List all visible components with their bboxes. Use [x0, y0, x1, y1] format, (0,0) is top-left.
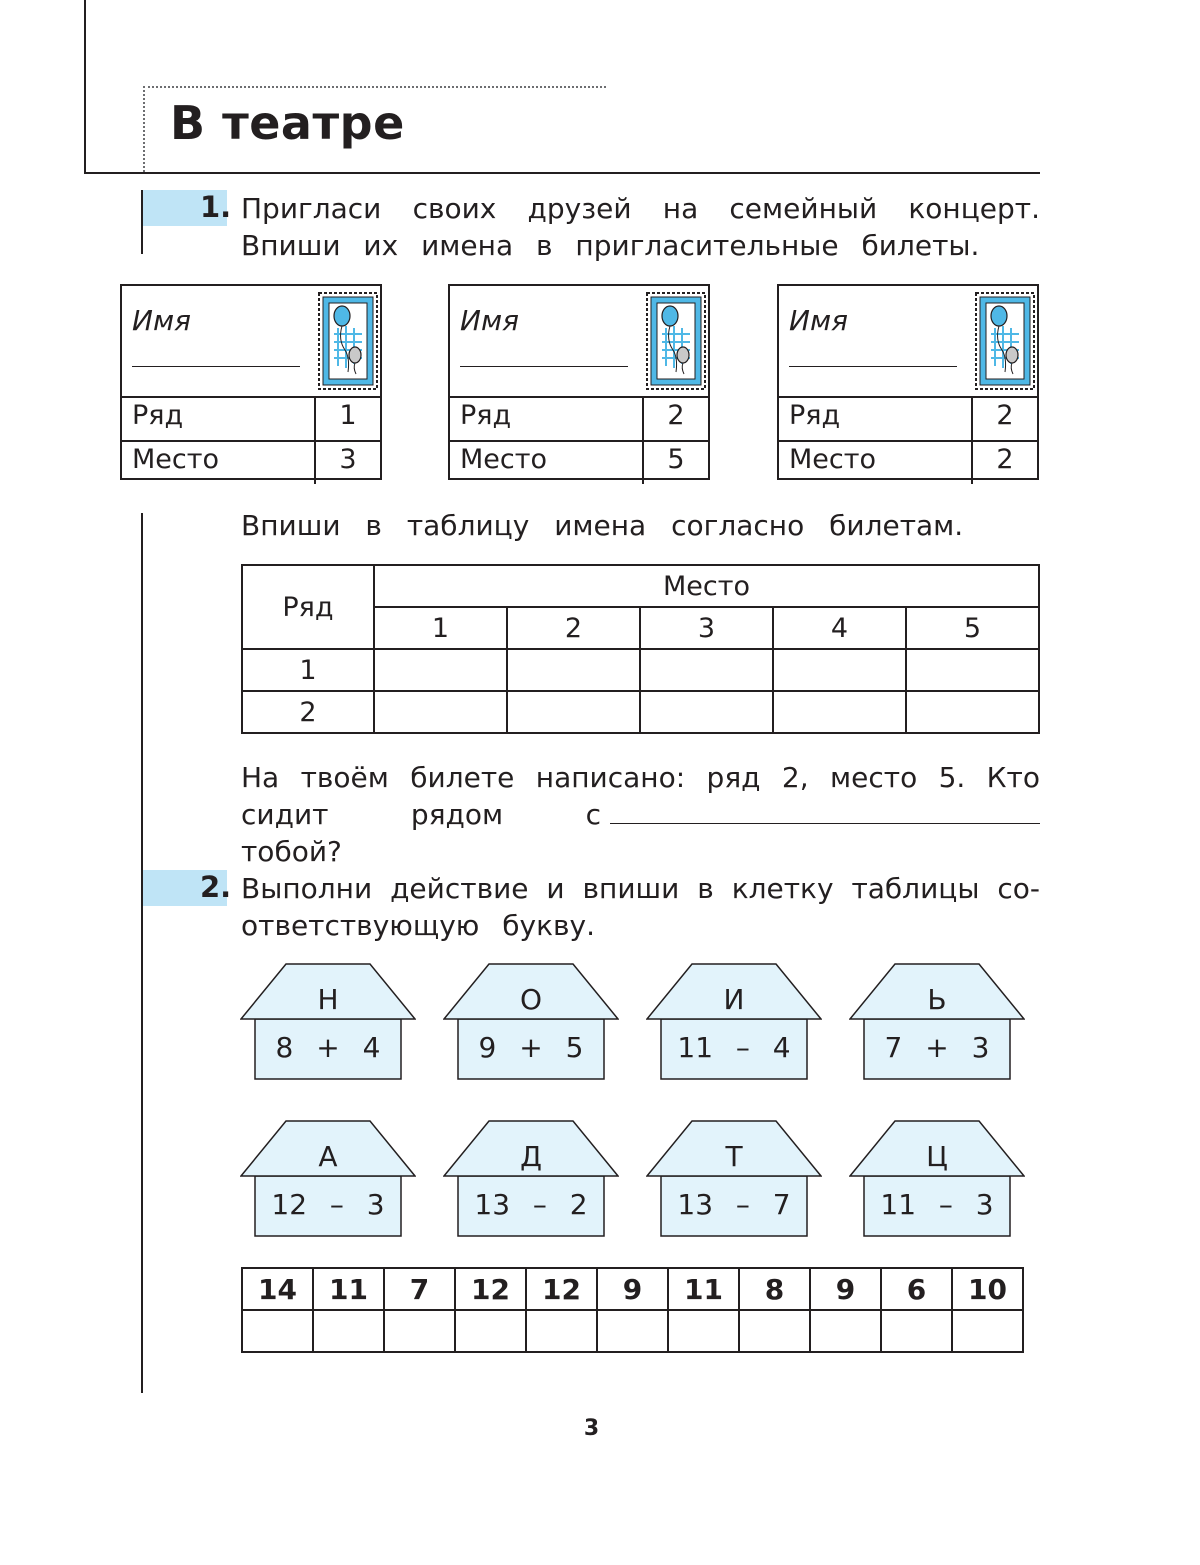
ticket-row-line	[122, 398, 380, 442]
code-number-cell: 12	[455, 1268, 526, 1310]
letter-entry-cell[interactable]	[455, 1310, 526, 1352]
ticket-seat-label: Место	[132, 444, 219, 475]
house-card	[443, 1120, 619, 1238]
ticket-name-line[interactable]	[132, 366, 300, 367]
house-letter: Т	[725, 1140, 743, 1173]
letter-entry-cell[interactable]	[952, 1310, 1023, 1352]
ticket-row-value: 1	[339, 400, 357, 431]
name-entry-cell[interactable]	[374, 691, 507, 733]
answer-line[interactable]	[610, 823, 1040, 824]
task1-number: 1.	[200, 190, 232, 224]
ticket-seat-value: 2	[996, 444, 1014, 475]
letter-entry-cell[interactable]	[739, 1310, 810, 1352]
ticket-row-line	[450, 398, 708, 442]
ticket-row-label: Ряд	[132, 400, 184, 431]
top-left-margin-line	[84, 0, 86, 173]
letter-entry-cell[interactable]	[242, 1310, 313, 1352]
code-number-cell: 9	[810, 1268, 881, 1310]
ticket-name-area	[779, 286, 1037, 398]
title-dotted-frame	[143, 86, 606, 88]
code-number-cell: 12	[526, 1268, 597, 1310]
letter-entry-cell[interactable]	[384, 1310, 455, 1352]
question-line1: На твоём билете написано: ряд 2, место 5. Кто	[241, 761, 1040, 794]
invitation-ticket	[448, 284, 710, 480]
ticket-seat-label: Место	[789, 444, 876, 475]
name-entry-cell[interactable]	[773, 691, 906, 733]
ticket-name-area	[450, 286, 708, 398]
ticket-row-value: 2	[996, 400, 1014, 431]
task1-text-line2: Впиши их имена в пригласительные билеты.	[241, 229, 980, 262]
house-letter: Д	[520, 1140, 542, 1173]
house-letter: О	[519, 983, 543, 1016]
title-dotted-frame-side	[143, 86, 145, 172]
ticket-stamp	[318, 292, 378, 390]
ticket-name-line[interactable]	[789, 366, 957, 367]
question-line2: сидит рядом с тобой?	[241, 798, 601, 868]
name-entry-cell[interactable]	[507, 691, 640, 733]
ticket-stamp	[975, 292, 1035, 390]
ticket-seat-line	[779, 442, 1037, 484]
house-card	[646, 963, 822, 1081]
code-number-cell: 11	[313, 1268, 384, 1310]
name-entry-cell[interactable]	[507, 649, 640, 691]
house-expression: 11 – 3	[880, 1188, 994, 1221]
invitation-ticket	[120, 284, 382, 480]
house-expression: 8 + 4	[275, 1031, 381, 1064]
code-table	[241, 1267, 1024, 1353]
house-letter: А	[318, 1140, 338, 1173]
page-number: 3	[583, 1416, 600, 1441]
name-entry-cell[interactable]	[640, 649, 773, 691]
task1-text-line1: Пригласи своих друзей на семейный концерт.	[241, 192, 1040, 225]
code-number-cell: 6	[881, 1268, 952, 1310]
letter-entry-cell[interactable]	[313, 1310, 384, 1352]
row-number-cell: 1	[242, 649, 374, 691]
seat-table-seat-header: Место	[374, 565, 1039, 607]
code-number-cell: 14	[242, 1268, 313, 1310]
balloon-stamp-icon	[646, 292, 706, 390]
ticket-seat-value: 5	[667, 444, 685, 475]
page-title: В театре	[170, 96, 405, 150]
house-card	[646, 1120, 822, 1238]
ticket-name-label: Имя	[789, 304, 848, 337]
balloon-stamp-icon	[975, 292, 1035, 390]
house-expression: 13 – 2	[474, 1188, 588, 1221]
house-letter: Ь	[927, 983, 947, 1016]
invitation-ticket	[777, 284, 1039, 480]
balloon-stamp-icon	[318, 292, 378, 390]
task2-number: 2.	[200, 870, 232, 904]
house-letter: Ц	[926, 1140, 948, 1173]
ticket-row-label: Ряд	[460, 400, 512, 431]
ticket-name-label: Имя	[132, 304, 191, 337]
house-expression: 13 – 7	[677, 1188, 791, 1221]
seat-number-cell: 1	[374, 607, 507, 649]
ticket-seat-value: 3	[339, 444, 357, 475]
task2-text-line2: ответствующую букву.	[241, 909, 595, 942]
letter-entry-cell[interactable]	[526, 1310, 597, 1352]
task2-text-line1: Выполни действие и впиши в клетку таблицы со-	[241, 872, 1040, 905]
ticket-name-line[interactable]	[460, 366, 628, 367]
seat-table	[241, 564, 1040, 734]
house-letter: И	[723, 983, 745, 1016]
house-letter: Н	[317, 983, 339, 1016]
seat-number-cell: 5	[906, 607, 1039, 649]
ticket-seat-label: Место	[460, 444, 547, 475]
house-expression: 9 + 5	[478, 1031, 584, 1064]
house-card	[849, 1120, 1025, 1238]
row-number-cell: 2	[242, 691, 374, 733]
ticket-seat-line	[450, 442, 708, 484]
letter-entry-cell[interactable]	[810, 1310, 881, 1352]
name-entry-cell[interactable]	[640, 691, 773, 733]
code-number-cell: 11	[668, 1268, 739, 1310]
code-number-cell: 9	[597, 1268, 668, 1310]
letter-entry-cell[interactable]	[881, 1310, 952, 1352]
house-card	[240, 1120, 416, 1238]
name-entry-cell[interactable]	[773, 649, 906, 691]
house-expression: 12 – 3	[271, 1188, 385, 1221]
ticket-row-value: 2	[667, 400, 685, 431]
seat-number-cell: 3	[640, 607, 773, 649]
code-number-cell: 7	[384, 1268, 455, 1310]
letter-entry-cell[interactable]	[668, 1310, 739, 1352]
house-card	[443, 963, 619, 1081]
ticket-name-area	[122, 286, 380, 398]
seat-number-cell: 2	[507, 607, 640, 649]
code-number-cell: 10	[952, 1268, 1023, 1310]
seat-table-row-header: Ряд	[242, 565, 374, 649]
code-number-cell: 8	[739, 1268, 810, 1310]
house-expression: 7 + 3	[884, 1031, 990, 1064]
name-entry-cell[interactable]	[906, 649, 1039, 691]
seat-number-cell: 4	[773, 607, 906, 649]
ticket-row-line	[779, 398, 1037, 442]
ticket-row-label: Ряд	[789, 400, 841, 431]
seat-table-instruction: Впиши в таблицу имена согласно билетам.	[241, 509, 964, 542]
house-card	[849, 963, 1025, 1081]
task-margin-line-main	[141, 513, 143, 1393]
letter-entry-cell[interactable]	[597, 1310, 668, 1352]
header-underline	[84, 172, 1040, 174]
name-entry-cell[interactable]	[374, 649, 507, 691]
house-expression: 11 – 4	[677, 1031, 791, 1064]
name-entry-cell[interactable]	[906, 691, 1039, 733]
house-card	[240, 963, 416, 1081]
ticket-seat-line	[122, 442, 380, 484]
ticket-name-label: Имя	[460, 304, 519, 337]
ticket-stamp	[646, 292, 706, 390]
